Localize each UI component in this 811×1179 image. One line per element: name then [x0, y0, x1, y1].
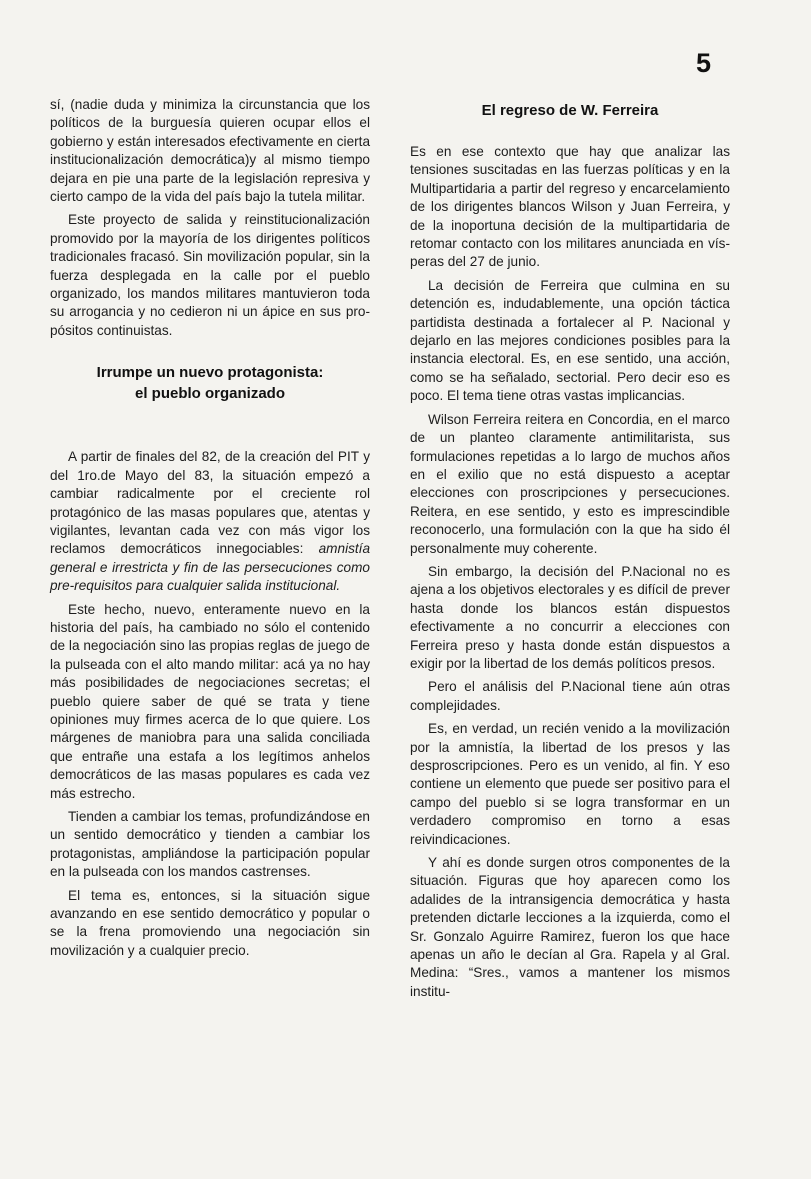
paragraph: La decisión de Ferreira que culmina en su detención es, indudablemente, una opción táctica partidista destinada a fortalecer al P. Nacional y dejarlo en las mejores condiciones posibles para la instancia electoral. Es, en ese sentido, una acción, como se ha señalado, sectorial. Pero decir eso es poco. El tema tiene otras vastas implicancias.	[410, 277, 730, 404]
paragraph: Este proyecto de salida y reinstitucionalización promovido por la mayoría de los dirigentes políticos tradicionales fracasó. Sin movilización popular, sin la fuerza desplegada en la calle por el pueblo organizado, los mandos militares mantuvieron toda su arrogancia y no cedieron ni un ápice en sus propósitos continuistas.	[50, 212, 370, 338]
paragraph: El tema es, entonces, si la situación sigue avanzando en ese sentido democrático y popular o se la frena promoviendo una negociación sin movilización y a cualquier precio.	[50, 887, 370, 958]
paragraph: Tienden a cambiar los temas, profundizándose en un sentido democrático y tienden a cambiar los protagonistas, ampliándose la participación popular en la pulseada con los mandos castrenses.	[50, 809, 370, 880]
paragraph-text: A partir de finales del 82, de la creación del PIT y del 1ro.de Mayo del 83, la situación empezó a cambiar radicalmente por el creciente rol protagónico de las masas populares que, atentas y vigilantes, levantan cada vez con más vigor los reclamos democráticos innegociables:	[50, 449, 370, 557]
paragraph: Y ahí es donde surgen otros componentes de la situación. Figuras que hoy aparecen como los adalides de la intransigencia democrática y hasta pretenden dictarle lecciones a la izquierda, como el Sr. Gonzalo Aguirre Ramirez, fueron los que hace apenas un año le decían al Gra. Rapela y al Gral. Medina: “Sres., vamos a mantener los mismos institu-	[410, 855, 730, 999]
paragraph: sí, (nadie duda y minimiza la circunstancia que los políticos de la burguesía quieren ocupar ellos el gobierno y están interesados efectivamente en cierta institucionalización democrática)y al mismo tiempo dejara en pie una parte de la legislación represiva y cierto campo de la vida del país bajo la tutela militar.	[50, 97, 370, 205]
section-heading: El regreso de W. Ferreira	[481, 102, 659, 119]
heading-line: el pueblo organizado	[134, 385, 285, 403]
paragraph: Es en ese contexto que hay que analizar las tensiones suscitadas en las fuerzas políticas y en la Multipartidaria a partir del regreso y encarcelamiento de los dirigentes blancos Wilson y Juan Ferreira, y de la inoportuna decisión de la multipartidaria de retomar contacto con los militares anunciada en vísperas del 27 de junio.	[410, 144, 730, 270]
paragraph: Pero el análisis del P.Nacional tiene aún otras complejidades.	[410, 679, 730, 713]
page-number: 5	[696, 48, 712, 78]
paragraph: Este hecho, nuevo, enteramente nuevo en la historia del país, ha cambiado no sólo el contenido de la negociación sino las propias reglas de juego de la pulseada con el alto mando militar: acá ya no hay más posibilidades de negociaciones secretas; el pueblo quiere saber de qué se trata y tiene opiniones muy firmes acerca de lo que quiere. Los márgenes de maniobra para una salida conciliada que entrañe una estafa a los legítimos anhelos democráticos de las masas populares es cada vez más estrecho.	[50, 601, 370, 801]
demands-italic: amnistía general e irrestricta y fin de las persecuciones como pre-requisitos para cualquier salida institucional.	[50, 541, 370, 594]
paragraph: Sin embargo, la decisión del P.Nacional no es ajena a los objetivos electorales y es difícil de prever hasta donde los blancos están dispuestos efectivamente a no concurrir a elecciones con Ferreira preso y hasta donde están dispuestos a exigir por la libertad de los demás políticos presos.	[410, 563, 730, 671]
left-column	[50, 96, 370, 965]
section-heading	[50, 362, 370, 404]
paragraph: Wilson Ferreira reitera en Concordia, en el marco de un planteo claramente antimilitarista, sus formulaciones repetidas a lo largo de muchos años en el exilio que no está dispuesto a aceptar elecciones con proscripciones y persecuciones. Reitera, en ese sentido, y esto es imprescindible reconocerlo, una formulación con la que ha sido él personalmente muy coherente.	[410, 411, 730, 556]
heading-line: Irrumpe un nuevo protagonista:	[96, 364, 324, 382]
right-column	[410, 100, 730, 1006]
paragraph	[50, 448, 370, 595]
paragraph: Es, en verdad, un recién venido a la movilización por la amnistía, la libertad de los presos y las desproscripciones. Pero es un venido, al fin. Y eso contiene un elemento que puede ser positivo para el campo del pueblo si se logra transformar en un verdadero compromiso en torno a esas reivindicaciones.	[410, 721, 730, 847]
